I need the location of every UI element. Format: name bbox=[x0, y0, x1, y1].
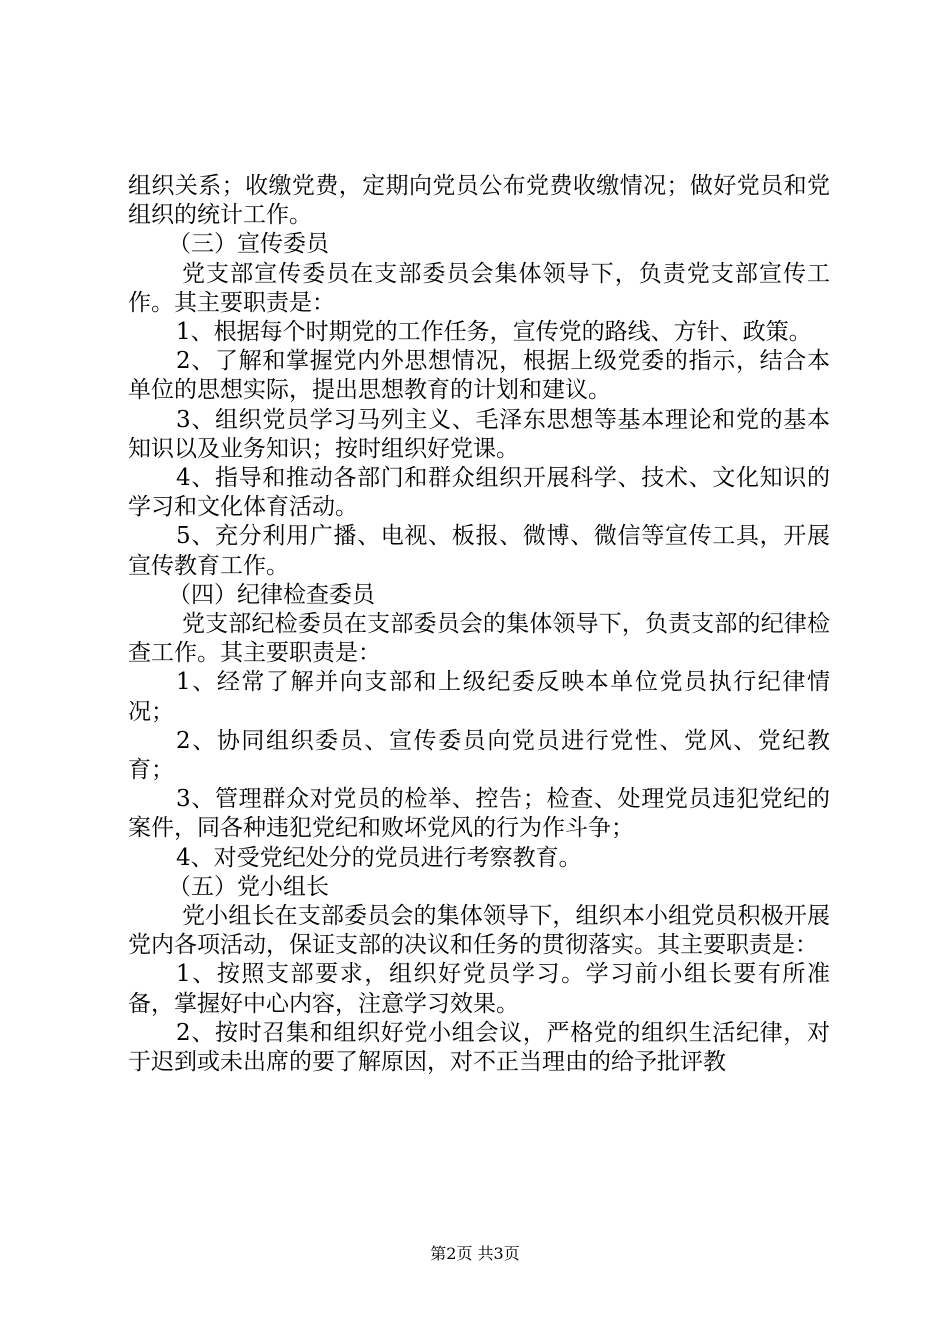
page-number-label: 第2页 共3页 bbox=[430, 1244, 520, 1263]
list-item: 2、协同组织委员、宣传委员向党员进行党性、党风、党纪教育； bbox=[128, 727, 830, 784]
list-item: 5、充分利用广播、电视、板报、微博、微信等宣传工具，开展宣传教育工作。 bbox=[128, 523, 830, 579]
list-item: 1、按照支部要求，组织好党员学习。学习前小组长要有所准备，掌握好中心内容，注意学习效果。 bbox=[128, 961, 830, 1017]
list-item: 3、管理群众对党员的检举、控告；检查、处理党员违犯党纪的案件，同各种违犯党纪和败坏党风的行为作斗争； bbox=[128, 786, 830, 842]
paragraph-group-leader-intro: 党小组长在支部委员会的集体领导下，组织本小组党员积极开展党内各项活动，保证支部的决议和任务的贯彻落实。其主要职责是： bbox=[128, 903, 830, 959]
list-item: 1、根据每个时期党的工作任务，宣传党的路线、方针、政策。 bbox=[176, 319, 812, 346]
list-item: 2、按时召集和组织好党小组会议，严格党的组织生活纪律，对于迟到或未出席的要了解原因，对不正当理由的给予批评教 bbox=[128, 1019, 830, 1076]
paragraph-publicity-intro: 党支部宣传委员在支部委员会集体领导下，负责党支部宣传工作。其主要职责是： bbox=[128, 260, 830, 316]
section-heading-publicity: （三）宣传委员 bbox=[168, 231, 329, 258]
list-item: 4、对受党纪处分的党员进行考察教育。 bbox=[176, 844, 582, 871]
section-heading-discipline: （四）纪律检查委员 bbox=[168, 581, 375, 608]
list-item: 2、了解和掌握党内外思想情况，根据上级党委的指示，结合本单位的思想实际，提出思想教育的计划和建议。 bbox=[128, 348, 830, 404]
paragraph-continuation: 组织关系；收缴党费，定期向党员公布党费收缴情况；做好党员和党组织的统计工作。 bbox=[128, 173, 830, 229]
section-heading-group-leader: （五）党小组长 bbox=[168, 873, 329, 900]
page-footer bbox=[0, 1244, 950, 1264]
list-item: 4、指导和推动各部门和群众组织开展科学、技术、文化知识的学习和文化体育活动。 bbox=[128, 465, 830, 521]
paragraph-discipline-intro: 党支部纪检委员在支部委员会的集体领导下，负责支部的纪律检查工作。其主要职责是： bbox=[128, 611, 830, 667]
list-item: 1、经常了解并向支部和上级纪委反映本单位党员执行纪律情况； bbox=[128, 669, 830, 725]
document-body bbox=[128, 172, 830, 1077]
list-item: 3、组织党员学习马列主义、毛泽东思想等基本理论和党的基本知识以及业务知识；按时组织好党课。 bbox=[128, 406, 830, 462]
